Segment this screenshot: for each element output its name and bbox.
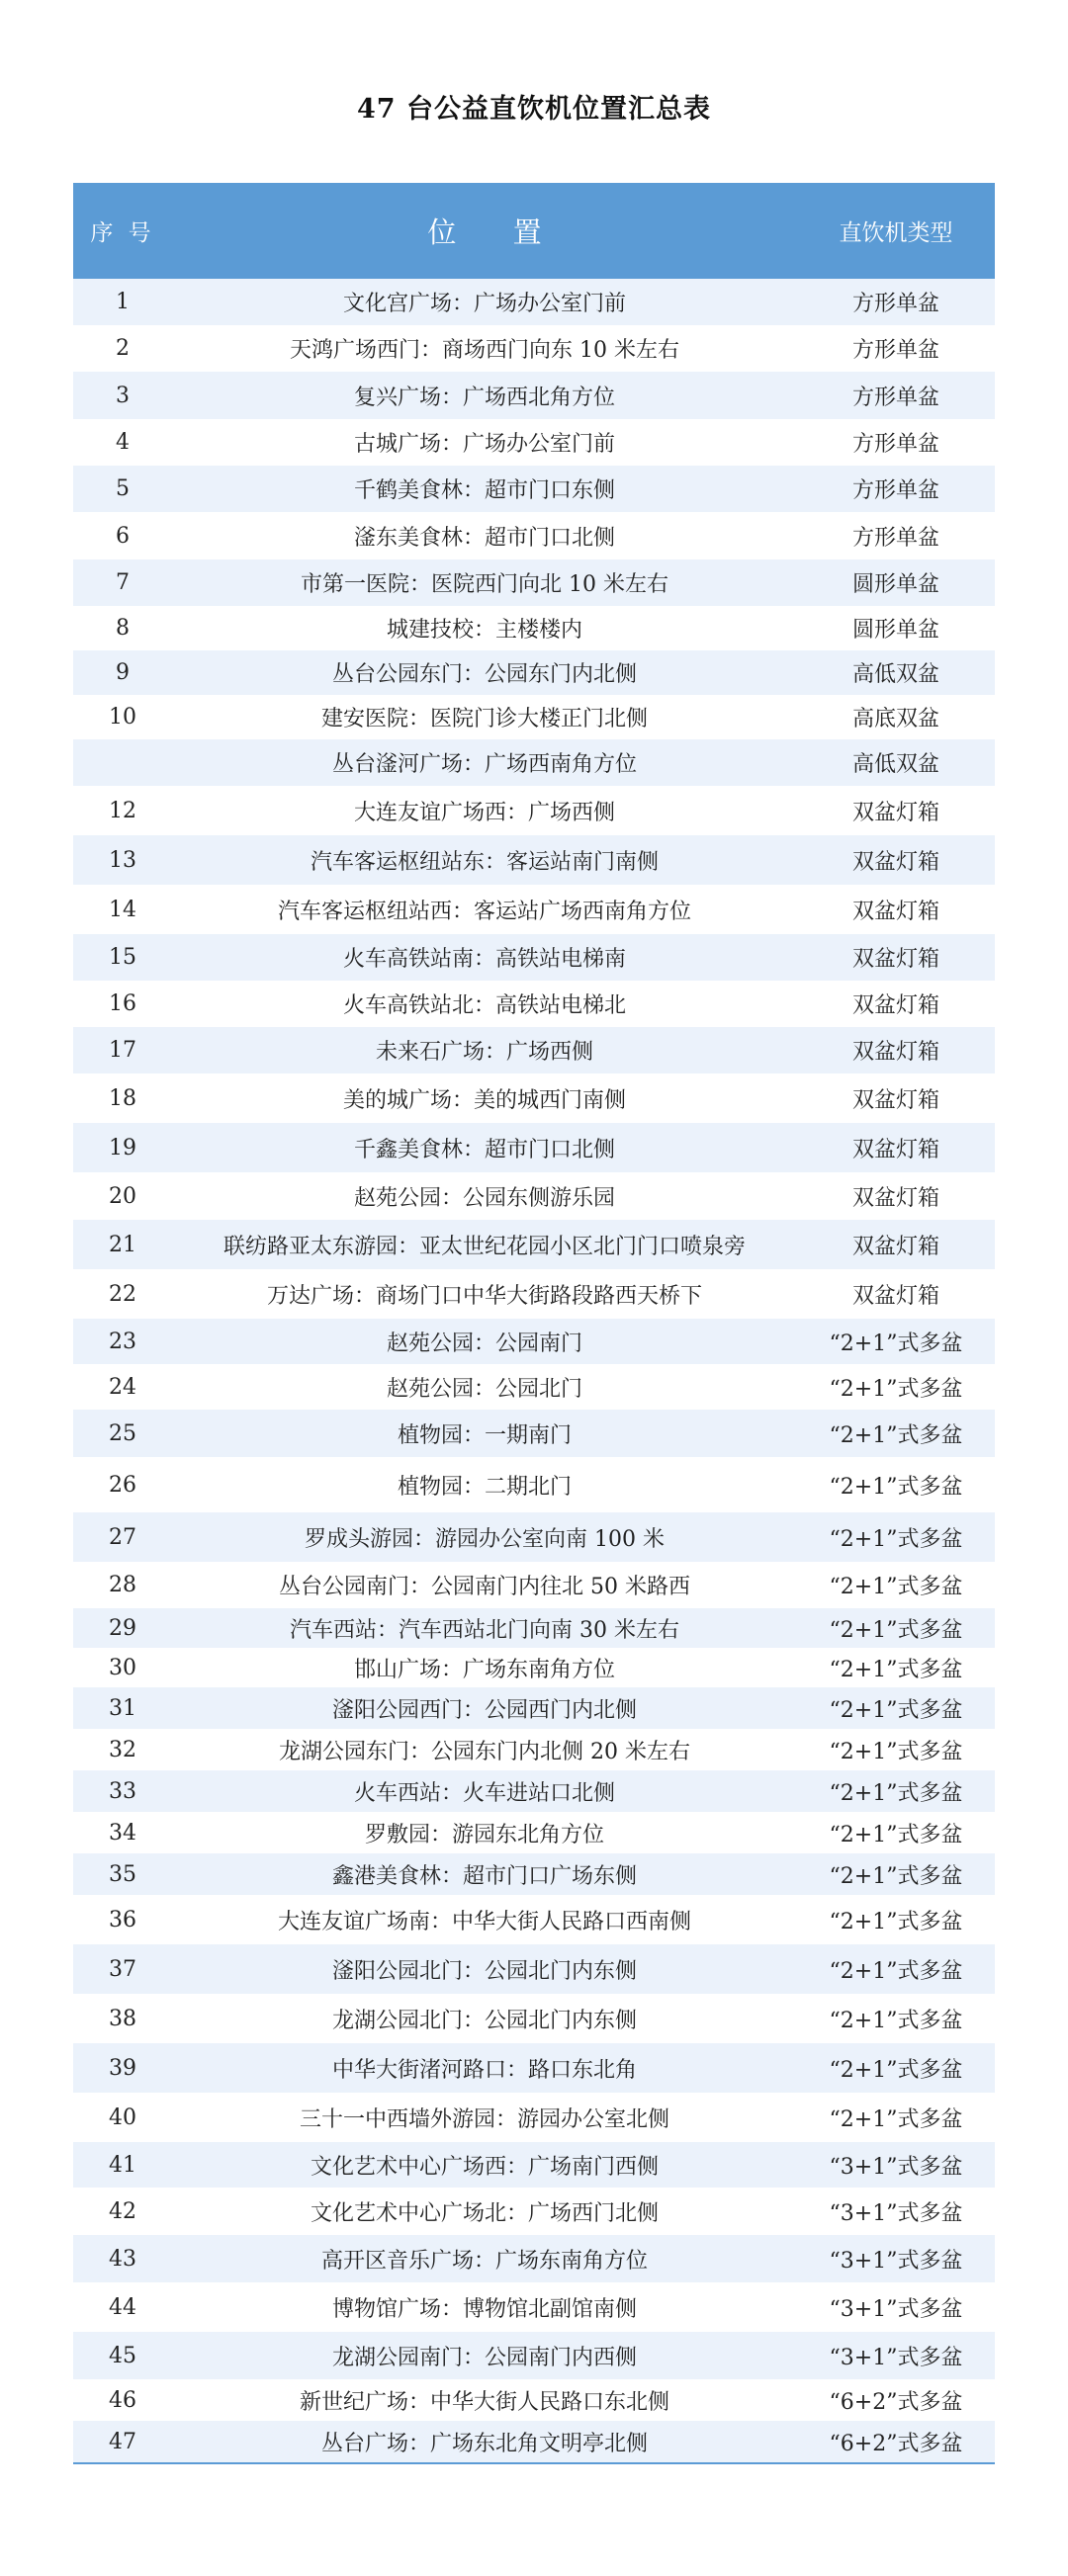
table-row <box>73 1172 995 1220</box>
row-number: 31 <box>109 1695 136 1721</box>
row-number: 22 <box>109 1281 136 1307</box>
row-number: 28 <box>109 1573 136 1597</box>
row-number: 5 <box>116 476 130 501</box>
row-location: 千鹤美食林：超市门口东侧 <box>353 478 615 503</box>
row-location: 龙湖公园南门：公园南门内西侧 <box>331 2345 637 2370</box>
header-number: 序 号 <box>90 220 155 246</box>
row-location: 汽车西站：汽车西站北门向南 30 米左右 <box>290 1617 679 1643</box>
row-type: “2+1”式多盆 <box>829 1863 963 1889</box>
row-number: 36 <box>109 1907 136 1932</box>
table-row <box>73 606 995 650</box>
table-row <box>73 1608 995 1648</box>
row-number: 23 <box>109 1329 136 1354</box>
row-type: 双盆灯箱 <box>851 1234 939 1259</box>
row-location: 赵苑公园：公园南门 <box>386 1331 582 1356</box>
row-number: 10 <box>109 705 136 730</box>
row-location: 罗敷园：游园东北角方位 <box>364 1822 604 1847</box>
row-location: 汽车客运枢纽站东：客运站南门南侧 <box>310 849 659 875</box>
page-title: 47 台公益直饮机位置汇总表 <box>357 94 711 125</box>
row-number: 2 <box>116 336 130 361</box>
row-number: 43 <box>109 2246 136 2272</box>
table-row <box>73 786 995 835</box>
row-location: 龙湖公园北门：公园北门内东侧 <box>331 2008 637 2033</box>
row-location: 中华大街渚河路口：路口东北角 <box>331 2057 637 2083</box>
table-row <box>73 934 995 981</box>
row-type: “2+1”式多盆 <box>829 1739 963 1764</box>
row-number: 38 <box>109 2006 136 2031</box>
row-type: 方形单盆 <box>851 432 939 457</box>
table-row <box>73 372 995 419</box>
row-number: 13 <box>109 847 136 873</box>
row-type: “2+1”式多盆 <box>829 1575 963 1599</box>
row-number: 24 <box>109 1374 136 1400</box>
row-type: “2+1”式多盆 <box>829 1331 963 1356</box>
row-location: 滏阳公园北门：公园北门内东侧 <box>331 1958 637 1984</box>
row-location: 美的城广场：美的城西门南侧 <box>342 1087 626 1113</box>
row-number: 19 <box>109 1135 136 1160</box>
table-row <box>73 695 995 739</box>
row-type: “2+1”式多盆 <box>829 1780 963 1806</box>
table-row <box>73 1729 995 1770</box>
table-row <box>73 835 995 885</box>
row-number: 27 <box>109 1524 136 1550</box>
table-row <box>73 2421 995 2464</box>
row-type: 双盆灯箱 <box>851 947 939 972</box>
row-number: 12 <box>109 798 136 823</box>
row-type: “2+1”式多盆 <box>829 2106 963 2132</box>
row-type: 方形单盆 <box>851 338 939 363</box>
row-number: 18 <box>109 1085 136 1111</box>
row-number: 39 <box>109 2055 136 2081</box>
row-location: 千鑫美食林：超市门口北侧 <box>353 1137 615 1162</box>
row-number: 40 <box>109 2104 136 2130</box>
row-number: 6 <box>116 523 130 549</box>
table-row <box>73 981 995 1027</box>
row-location: 三十一中西墙外游园：游园办公室北侧 <box>299 2106 669 2132</box>
row-number: 41 <box>109 2152 136 2178</box>
row-location: 大连友谊广场西：广场西侧 <box>353 800 615 825</box>
row-location: 文化艺术中心广场西：广场南门西侧 <box>310 2154 659 2180</box>
header-location: 位 置 <box>427 215 566 249</box>
row-type: 双盆灯箱 <box>851 1283 939 1309</box>
table-row <box>73 2235 995 2282</box>
row-type: 双盆灯箱 <box>851 899 939 924</box>
row-location: 鑫港美食林：超市门口广场东侧 <box>331 1863 637 1889</box>
table-row <box>73 1812 995 1853</box>
table-row <box>73 739 995 786</box>
row-number: 30 <box>109 1655 136 1680</box>
location-table <box>73 183 995 2464</box>
row-location: 赵苑公园：公园东侧游乐园 <box>353 1185 615 1211</box>
row-number: 42 <box>109 2198 136 2224</box>
table-row <box>73 1457 995 1512</box>
row-location: 复兴广场：广场西北角方位 <box>353 385 615 410</box>
row-type: 方形单盆 <box>851 478 939 503</box>
table-row <box>73 2379 995 2421</box>
table-row <box>73 650 995 695</box>
row-number: 37 <box>109 1956 136 1982</box>
table-row <box>73 1512 995 1562</box>
row-type: “2+1”式多盆 <box>829 2008 963 2033</box>
table-row <box>73 2188 995 2235</box>
row-location: 万达广场：商场门口中华大街路段路西天桥下 <box>266 1283 702 1309</box>
table-row <box>73 885 995 934</box>
table-row <box>73 2093 995 2142</box>
row-number: 34 <box>109 1820 136 1846</box>
row-number: 8 <box>116 616 130 641</box>
table-row <box>73 1123 995 1172</box>
row-location: 丛台滏河广场：广场西南角方位 <box>331 752 637 777</box>
table-row <box>73 2142 995 2188</box>
row-number: 29 <box>109 1615 136 1641</box>
table-body <box>73 279 995 2464</box>
table-row <box>73 1562 995 1608</box>
row-location: 市第一医院：医院西门向北 10 米左右 <box>301 572 668 597</box>
table-row <box>73 1073 995 1123</box>
row-number: 46 <box>109 2387 136 2413</box>
row-number: 45 <box>109 2343 136 2368</box>
row-location: 文化宫广场：广场办公室门前 <box>342 292 626 316</box>
row-location: 植物园：二期北门 <box>397 1474 572 1500</box>
table-row <box>73 1994 995 2043</box>
row-type: 双盆灯箱 <box>851 849 939 875</box>
row-number: 20 <box>109 1183 136 1209</box>
row-number: 3 <box>116 383 130 408</box>
row-type: 高低双盆 <box>851 662 939 687</box>
row-type: 方形单盆 <box>851 292 939 316</box>
row-location: 未来石广场：广场西侧 <box>375 1040 593 1065</box>
table-row <box>73 2282 995 2332</box>
row-number: 17 <box>109 1038 136 1063</box>
row-location: 城建技校：主楼楼内 <box>386 618 582 643</box>
table-row <box>73 559 995 606</box>
table-row <box>73 279 995 325</box>
row-location: 火车高铁站南：高铁站电梯南 <box>342 947 626 972</box>
row-type: 双盆灯箱 <box>851 1040 939 1065</box>
table-row <box>73 1319 995 1364</box>
row-number: 14 <box>109 897 136 922</box>
row-type: “2+1”式多盆 <box>829 1909 963 1934</box>
row-type: “3+1”式多盆 <box>829 2296 963 2322</box>
row-type: “2+1”式多盆 <box>829 1526 963 1552</box>
row-number: 33 <box>109 1778 136 1804</box>
row-type: “2+1”式多盆 <box>829 1474 963 1500</box>
row-location: 新世纪广场：中华大街人民路口东北侧 <box>299 2389 669 2415</box>
row-number: 35 <box>109 1861 136 1887</box>
row-number: 32 <box>109 1737 136 1762</box>
row-location: 丛台公园南门：公园南门内往北 50 米路西 <box>279 1575 690 1599</box>
table-header <box>73 183 995 279</box>
row-number: 15 <box>109 945 136 970</box>
row-location: 汽车客运枢纽站西：客运站广场西南角方位 <box>277 899 691 924</box>
row-type: “2+1”式多盆 <box>829 1376 963 1402</box>
row-type: 双盆灯箱 <box>851 1185 939 1211</box>
row-location: 天鸿广场西门：商场西门向东 10 米左右 <box>290 338 679 363</box>
row-location: 文化艺术中心广场北：广场西门北侧 <box>310 2200 659 2226</box>
row-location: 罗成头游园：游园办公室向南 100 米 <box>305 1526 665 1552</box>
table-row <box>73 1220 995 1269</box>
table-row <box>73 1364 995 1410</box>
row-type: “2+1”式多盆 <box>829 1422 963 1448</box>
table-row <box>73 1944 995 1994</box>
row-type: 双盆灯箱 <box>851 1087 939 1113</box>
row-number: 26 <box>109 1472 136 1498</box>
row-number: 7 <box>116 570 130 595</box>
table-row <box>73 1687 995 1729</box>
row-type: 圆形单盆 <box>851 618 939 643</box>
table-row <box>73 512 995 559</box>
row-type: “3+1”式多盆 <box>829 2345 963 2370</box>
row-number: 44 <box>109 2294 136 2320</box>
row-number: 9 <box>116 660 130 685</box>
row-type: “3+1”式多盆 <box>829 2248 963 2274</box>
table-row <box>73 1410 995 1457</box>
table-row <box>73 2043 995 2093</box>
header-type: 直饮机类型 <box>839 220 953 246</box>
row-type: “2+1”式多盆 <box>829 1617 963 1643</box>
row-location: 火车西站：火车进站口北侧 <box>353 1780 615 1806</box>
row-type: 双盆灯箱 <box>851 800 939 825</box>
row-location: 联纺路亚太东游园：亚太世纪花园小区北门门口喷泉旁 <box>222 1234 746 1259</box>
row-type: “2+1”式多盆 <box>829 1958 963 1984</box>
row-location: 建安医院：医院门诊大楼正门北侧 <box>320 707 648 731</box>
row-location: 龙湖公园东门：公园东门内北侧 20 米左右 <box>279 1739 690 1764</box>
row-number: 4 <box>116 430 130 455</box>
row-number: 16 <box>109 991 136 1016</box>
row-location: 赵苑公园：公园北门 <box>386 1376 582 1402</box>
row-location: 滏东美食林：超市门口北侧 <box>353 525 615 551</box>
row-type: 高底双盆 <box>851 707 939 731</box>
table-row <box>73 2332 995 2379</box>
row-type: 双盆灯箱 <box>851 993 939 1018</box>
row-type: “6+2”式多盆 <box>829 2389 963 2415</box>
row-type: 高低双盆 <box>851 752 939 777</box>
table-row <box>73 1027 995 1073</box>
table-row <box>73 1648 995 1687</box>
row-location: 邯山广场：广场东南角方位 <box>353 1657 615 1682</box>
table-row <box>73 466 995 512</box>
row-number: 47 <box>109 2429 136 2454</box>
table-row <box>73 1770 995 1812</box>
row-location: 滏阳公园西门：公园西门内北侧 <box>331 1697 637 1723</box>
table-row <box>73 1853 995 1895</box>
row-type: 双盆灯箱 <box>851 1137 939 1162</box>
row-location: 丛台公园东门：公园东门内北侧 <box>331 662 637 687</box>
row-location: 植物园：一期南门 <box>397 1422 572 1448</box>
row-location: 博物馆广场：博物馆北副馆南侧 <box>331 2296 637 2322</box>
row-type: “2+1”式多盆 <box>829 2057 963 2083</box>
row-type: “2+1”式多盆 <box>829 1697 963 1723</box>
row-type: “2+1”式多盆 <box>829 1657 963 1682</box>
row-type: “2+1”式多盆 <box>829 1822 963 1847</box>
table-row <box>73 325 995 372</box>
table-row <box>73 1269 995 1319</box>
row-location: 丛台广场：广场东北角文明亭北侧 <box>320 2431 648 2456</box>
row-number: 1 <box>116 290 130 314</box>
row-type: 圆形单盆 <box>851 572 939 597</box>
row-location: 古城广场：广场办公室门前 <box>353 432 615 457</box>
row-location: 火车高铁站北：高铁站电梯北 <box>342 993 626 1018</box>
row-type: “6+2”式多盆 <box>829 2431 963 2456</box>
row-type: “3+1”式多盆 <box>829 2154 963 2180</box>
row-location: 大连友谊广场南：中华大街人民路口西南侧 <box>277 1909 691 1934</box>
row-type: 方形单盆 <box>851 385 939 410</box>
row-number: 25 <box>109 1420 136 1446</box>
row-type: 方形单盆 <box>851 525 939 551</box>
row-number: 21 <box>109 1232 136 1257</box>
table-row <box>73 1895 995 1944</box>
row-location: 高开区音乐广场：广场东南角方位 <box>320 2248 648 2274</box>
table-row <box>73 419 995 466</box>
row-type: “3+1”式多盆 <box>829 2200 963 2226</box>
